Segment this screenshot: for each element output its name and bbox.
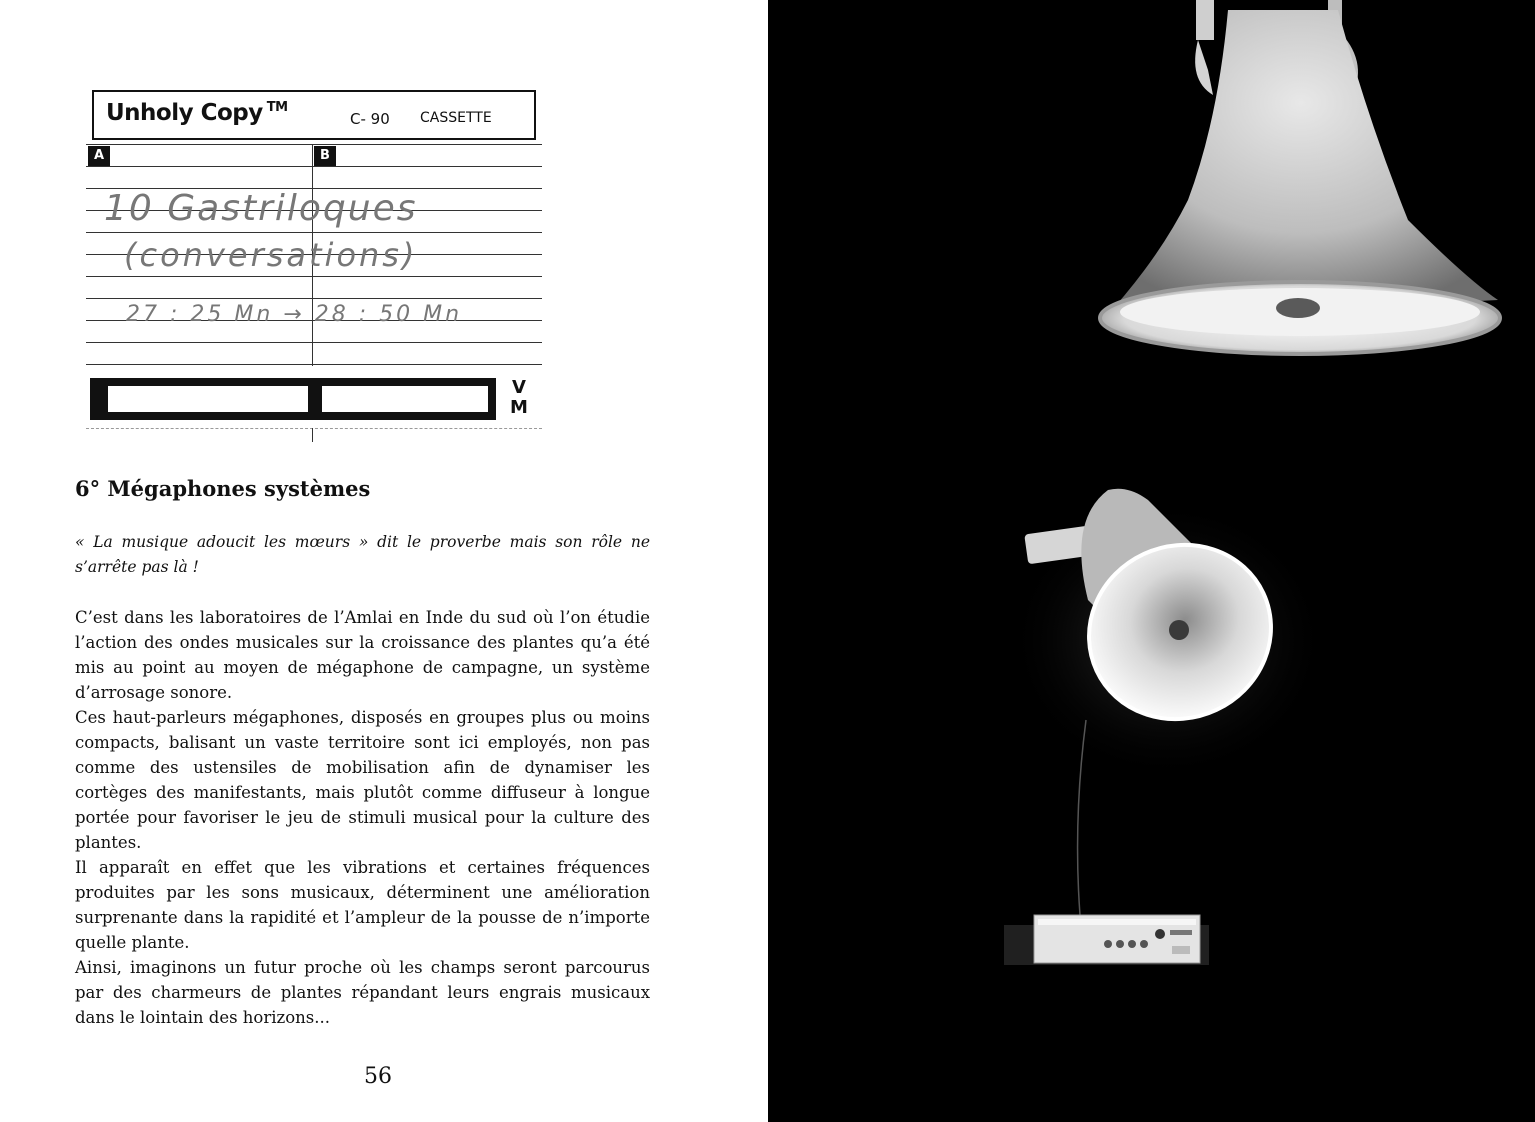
- epigraph-quote: « La musique adoucit les mœurs » dit le proverbe mais son rôle ne s’arrête pas là !: [75, 533, 650, 576]
- paragraph: C’est dans les laboratoires de l’Amlai en Inde du sud où l’on étudie l’action des ondes musicales sur la croissance des plantes qu’a été mis au point au moyen de mégaphone de campagne, un système d’arrosage sonore.: [75, 608, 650, 702]
- label-rule: [86, 298, 542, 299]
- cassette-brand: Unholy Copy ™: [106, 100, 288, 126]
- handwritten-timecode: 27 : 25 Mn → 28 : 50 Mn: [126, 302, 463, 327]
- side-a-tag: A: [88, 146, 110, 166]
- handwritten-title: 10 Gastriloques: [104, 188, 418, 229]
- body-text: [75, 605, 650, 1030]
- label-rule: [86, 232, 542, 233]
- page-number: 56: [364, 1064, 392, 1089]
- cassette-label: [86, 88, 546, 448]
- section-heading: 6° Mégaphones systèmes: [75, 476, 371, 501]
- top-megaphone: [1100, 0, 1500, 354]
- cassette-bottom-bar: [90, 378, 496, 420]
- handwritten-subtitle: (conversations): [124, 236, 418, 274]
- megaphone-photo-illustration: [768, 0, 1535, 1122]
- cassette-slot: [108, 386, 308, 412]
- label-rule: [86, 276, 542, 277]
- cassette-type: C- 90: [350, 110, 390, 128]
- label-rule: [86, 364, 542, 365]
- label-rule: [86, 428, 542, 429]
- paragraph: Ces haut-parleurs mégaphones, disposés en groupes plus ou moins compacts, balisant un vaste territoire sont ici employés, non pas comme des ustensiles de mobilisation afin de dynamiser les cortèges des manifestants, mais plutôt comme diffuseur à longue portée pour favoriser le jeu de stimuli musical pour la culture des plantes.: [75, 708, 650, 852]
- label-rule: [86, 342, 542, 343]
- cassette-label-header: [92, 90, 536, 140]
- cassette-format: CASSETTE: [420, 110, 492, 126]
- label-rule: [86, 144, 542, 145]
- vm-logo: VM: [510, 377, 528, 418]
- side-b-tag: B: [314, 146, 336, 166]
- amplifier-box: [1004, 915, 1209, 965]
- label-divider: [312, 428, 313, 442]
- paragraph: Ainsi, imaginons un futur proche où les champs seront parcourus par des charmeurs de plantes répandant leurs engrais musicaux dans le lointain des horizons...: [75, 958, 650, 1027]
- megaphone-photo: [768, 0, 1535, 1122]
- cassette-slot: [322, 386, 488, 412]
- middle-megaphone: [1008, 489, 1328, 915]
- paragraph: Il apparaît en effet que les vibrations et certaines fréquences produites par les sons musicaux, déterminent une amélioration surprenante dans la rapidité et l’ampleur de la pousse de n’importe quelle plante.: [75, 858, 650, 952]
- label-rule: [86, 166, 542, 167]
